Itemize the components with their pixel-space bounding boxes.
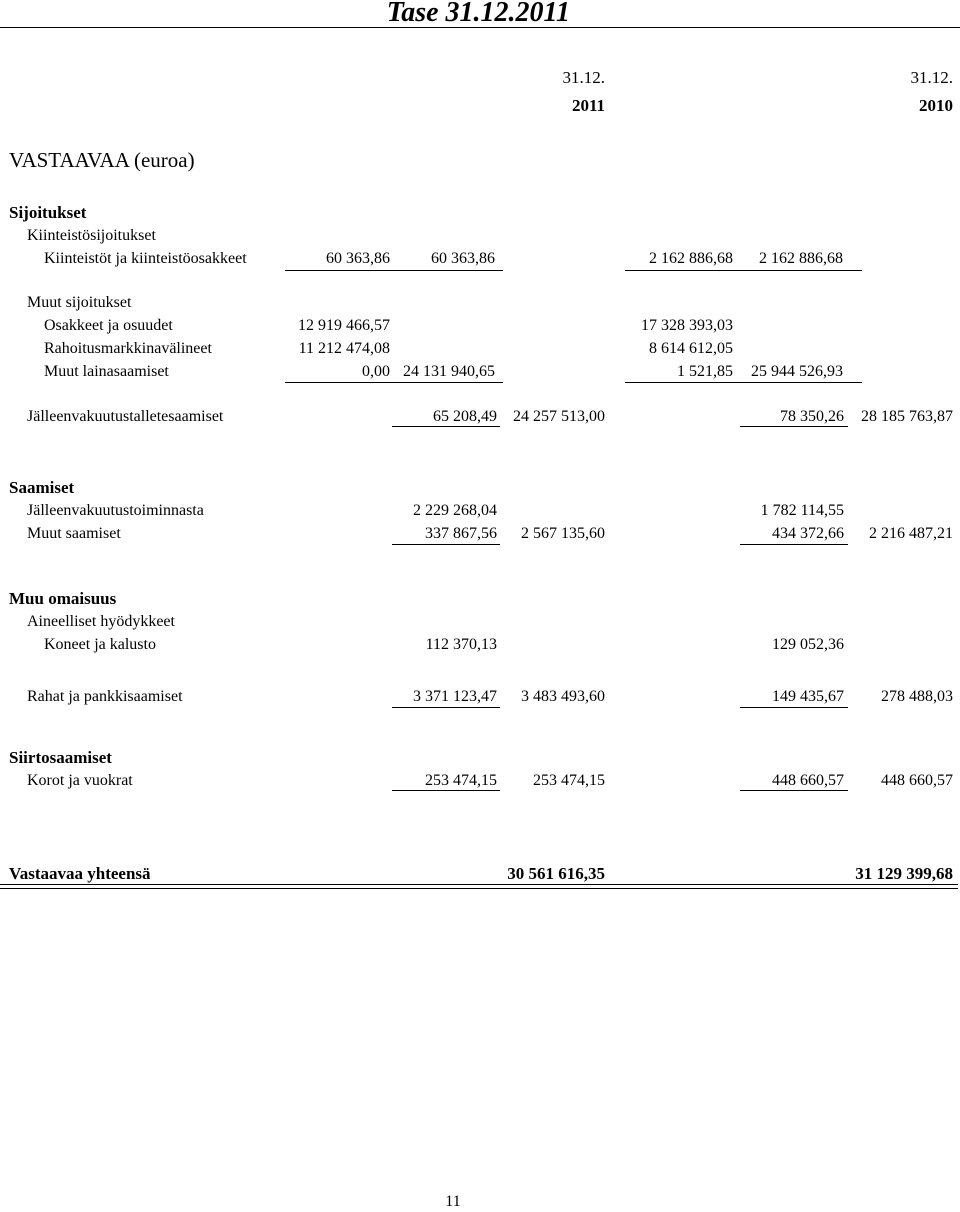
row-label: Rahat ja pankkisaamiset	[27, 688, 183, 705]
value-a2: 24 131 940,65	[403, 363, 495, 380]
value-a1: 337 867,56	[425, 525, 497, 542]
value-b2: 2 216 487,21	[869, 525, 953, 542]
section-siirtosaamiset: Siirtosaamiset	[9, 748, 112, 767]
section-muu-omaisuus: Muu omaisuus	[9, 589, 117, 608]
value-a2: 3 483 493,60	[521, 688, 605, 705]
value-a: 2 229 268,04	[413, 502, 497, 519]
underline	[625, 270, 862, 271]
value-a2: 2 567 135,60	[521, 525, 605, 542]
underline	[285, 382, 503, 383]
row-label: Korot ja vuokrat	[27, 772, 133, 789]
row-label: Koneet ja kalusto	[44, 636, 156, 653]
underline	[625, 382, 862, 383]
value-a: 112 370,13	[425, 636, 497, 653]
value-b2: 28 185 763,87	[861, 408, 953, 425]
value-b1: 2 162 886,68	[649, 250, 733, 267]
page-number: 11	[445, 1193, 461, 1210]
underline	[740, 790, 848, 791]
value-a1: 3 371 123,47	[413, 688, 497, 705]
value-b1: 448 660,57	[772, 772, 844, 789]
value-a: 11 212 474,08	[298, 340, 390, 357]
row-label: Rahoitusmarkkinavälineet	[44, 340, 212, 357]
section-heading: VASTAAVAA (euroa)	[9, 148, 195, 172]
column-a-year: 2011	[571, 96, 605, 115]
value-b2: 278 488,03	[881, 688, 953, 705]
section-saamiset: Saamiset	[9, 478, 75, 497]
section-sijoitukset: Sijoitukset	[9, 203, 87, 222]
value-a1: 253 474,15	[425, 772, 497, 789]
value-b1: 434 372,66	[772, 525, 844, 542]
value-a1: 0,00	[362, 363, 390, 380]
underline	[740, 544, 848, 545]
value-a2: 253 474,15	[533, 772, 605, 789]
page-title: Tase 31.12.2011	[386, 0, 570, 28]
total-rule-top	[0, 884, 958, 885]
value-b2: 2 162 886,68	[759, 250, 843, 267]
value-a: 12 919 466,57	[298, 317, 390, 334]
underline	[285, 270, 503, 271]
row-label: Muut saamiset	[27, 525, 121, 542]
column-b-year: 2010	[919, 96, 953, 115]
total-rule-bottom	[0, 888, 958, 889]
value-b: 17 328 393,03	[641, 317, 733, 334]
value-b: 1 782 114,55	[760, 502, 844, 519]
value-b1: 149 435,67	[772, 688, 844, 705]
subsection-label: Aineelliset hyödykkeet	[27, 613, 175, 630]
underline	[392, 707, 500, 708]
value-a1: 65 208,49	[433, 408, 497, 425]
underline	[392, 426, 500, 427]
row-label: Jälleenvakuutustoiminnasta	[27, 502, 204, 519]
value-b1: 1 521,85	[677, 363, 733, 380]
row-label: Jälleenvakuutustalletesaamiset	[27, 408, 224, 425]
row-label: Osakkeet ja osuudet	[44, 317, 173, 334]
subsection-label: Muut sijoitukset	[27, 294, 132, 311]
title-rule	[0, 27, 960, 28]
column-a-date: 31.12.	[562, 68, 605, 87]
underline	[392, 544, 500, 545]
value-b2: 448 660,57	[881, 772, 953, 789]
subsection-label: Kiinteistösijoitukset	[27, 227, 156, 244]
value-a1: 60 363,86	[326, 250, 390, 267]
row-label: Kiinteistöt ja kiinteistöosakkeet	[44, 250, 247, 267]
value-b: 129 052,36	[772, 636, 844, 653]
row-label: Muut lainasaamiset	[44, 363, 169, 380]
value-a2: 24 257 513,00	[513, 408, 605, 425]
value-b2: 25 944 526,93	[751, 363, 843, 380]
total-label: Vastaavaa yhteensä	[9, 864, 151, 883]
value-b1: 78 350,26	[780, 408, 844, 425]
total-value-a: 30 561 616,35	[507, 864, 605, 883]
total-value-b: 31 129 399,68	[855, 864, 953, 883]
value-b: 8 614 612,05	[649, 340, 733, 357]
underline	[740, 426, 848, 427]
underline	[740, 707, 848, 708]
underline	[392, 790, 500, 791]
value-a2: 60 363,86	[431, 250, 495, 267]
column-b-date: 31.12.	[910, 68, 953, 87]
